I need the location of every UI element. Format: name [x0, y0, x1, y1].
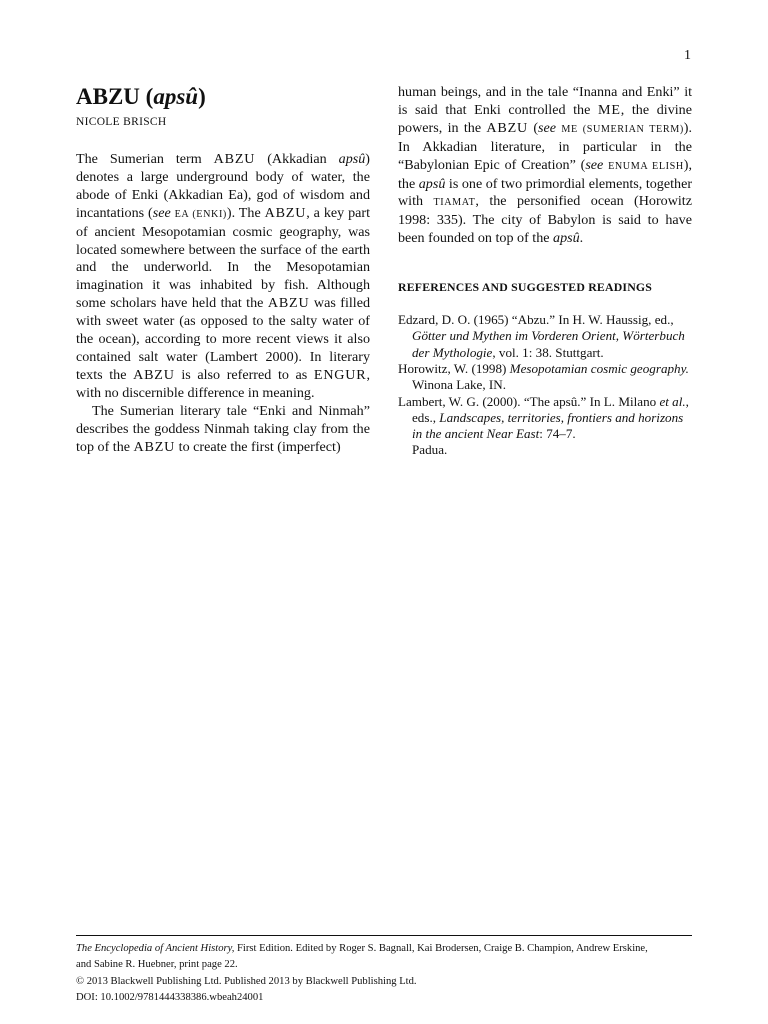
- cross-reference[interactable]: ENUMA: [608, 160, 648, 172]
- body-paragraph-2: The Sumerian literary tale “Enki and Ninmah” describes the goddess Ninmah taking clay from the top of the ABZU to create the first (imperfect): [76, 402, 370, 455]
- page-number: 1: [684, 48, 691, 63]
- body-paragraph-2-continued: human beings, and in the tale “Inanna and Enki” it is said that Enki controlled the ME, the divine powers, in the ABZU (see ME (SUMERIAN TERM)). In Akkadian literature, in particular in the “Babylonian Epic of Creation” (see ENUMA ELISH), the apsû is one of two primordial elements, together with TIAMAT, the personified ocean (Horowitz 1998: 335). The city of Babylon is said to have been founded on top of the apsû.: [398, 84, 693, 247]
- cross-reference[interactable]: EA (ENKI): [174, 208, 227, 220]
- footer-line: and Sabine R. Huebner, print page 22.: [76, 959, 238, 971]
- cross-reference[interactable]: ME: [561, 123, 578, 135]
- copyright-line: © 2013 Blackwell Publishing Ltd. Published 2013 by Blackwell Publishing Ltd.: [76, 975, 417, 987]
- reference-item: Lambert, W. G. (2000). “The apsû.” In L. Milano et al., eds., Landscapes, territories, frontiers and horizons in the ancient Near East: 74–7. Padua.: [398, 393, 689, 458]
- cross-reference[interactable]: TERM): [644, 123, 684, 135]
- reference-item: Horowitz, W. (1998) Mesopotamian cosmic geography. Winona Lake, IN.: [398, 360, 689, 393]
- left-column: [76, 84, 370, 456]
- cross-reference[interactable]: ELISH: [647, 160, 684, 172]
- footer-line: The Encyclopedia of Ancient History, First Edition. Edited by Roger S. Bagnall, Kai Brodersen, Craige B. Champion, Andrew Erskine,: [76, 943, 648, 954]
- reference-item: Edzard, D. O. (1965) “Abzu.” In H. W. Haussig, ed., Götter und Mythen im Vorderen Orient, Wörterbuch der Mythologie, vol. 1: 38. Stuttgart.: [398, 312, 685, 360]
- article-title: ABZU (apsû): [76, 84, 206, 109]
- author-name: NICOLE BRISCH: [76, 116, 167, 128]
- cross-reference[interactable]: (SUMERIAN: [577, 123, 645, 135]
- body-paragraph-1: The Sumerian term ABZU (Akkadian apsû) denotes a large underground body of water, the abode of Enki (Akkadian Ea), god of wisdom and incantations (see EA (ENKI)). The ABZU, a key part of ancient Mesopotamian cosmic geography, was located somewhere between the surface of the earth and the underworld. In the Mesopotamian imagination it was inhabited by fish. Although some scholars have held that the ABZU was filled with sweet water (as opposed to the salty water of the ocean), according to more recent views it also contained salt water (Lambert 2000). In literary texts the ABZU is also referred to as ENGUR, with no discernible difference in meaning.: [76, 151, 370, 401]
- doi-line: DOI: 10.1002/9781444338386.wbeah24001: [76, 992, 264, 1004]
- right-column: [398, 84, 692, 459]
- page-footer: [76, 935, 692, 1007]
- cross-reference[interactable]: TIAMAT: [433, 197, 476, 209]
- references-heading: REFERENCES AND SUGGESTED READINGS: [398, 280, 653, 295]
